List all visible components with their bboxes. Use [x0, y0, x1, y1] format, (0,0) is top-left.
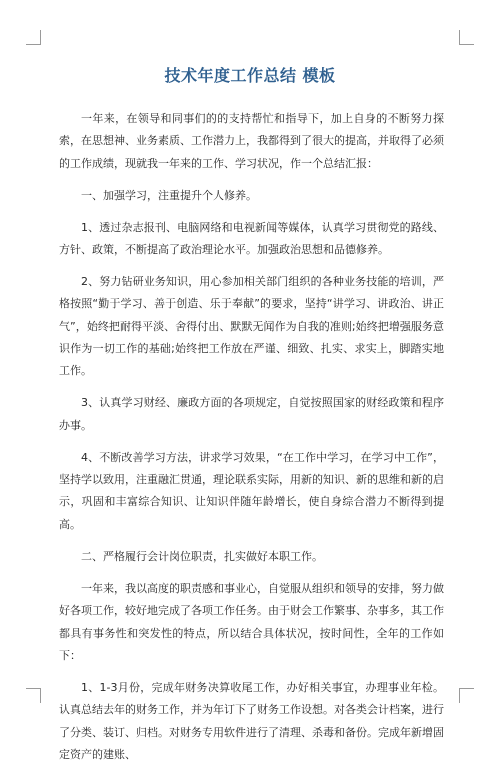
crop-mark-top-left [26, 30, 41, 45]
crop-mark-bottom-left [26, 688, 41, 703]
crop-mark-bottom-right [459, 688, 474, 703]
document-title: 技术年度工作总结 模板 [164, 66, 336, 85]
paragraph-1-3: 3、认真学习财经、廉政方面的各项规定，自觉按照国家的财经政策和程序办事。 [59, 396, 444, 432]
paragraph-1-1: 1、透过杂志报刊、电脑网络和电视新闻等媒体，认真学习贯彻党的路线、方针、政策，不断提高了政治理论水平。加强政治思想和品德修养。 [59, 220, 444, 257]
document-body [59, 108, 444, 776]
section-heading-2: 二、严格履行会计岗位职责，扎实做好本职工作。 [81, 549, 323, 563]
section-heading-1: 一、加强学习，注重提升个人修养。 [81, 188, 257, 202]
paragraph-intro: 一年来，在领导和同事们的的支持帮忙和指导下，加上自身的不断努力探索，在思想神、业务素质、工作潜力上，我都得到了很大的提高，并取得了必须的工作成绩，现就我一年来的工作、学习状况，作一个总结汇报： [59, 112, 444, 170]
paragraph-2-1: 1、1-3月份，完成年财务决算收尾工作，办好相关事宜，办理事业年检。认真总结去年的财务工作，并为年订下了财务工作设想。对各类会计档案，进行了分类、装订、归档。对财务专用软件进行了清理、杀毒和备份。完成年新增固定资产的建账、 [59, 680, 444, 761]
paragraph-2-intro: 一年来，我以高度的职责感和事业心，自觉服从组织和领导的安排，努力做好各项工作，较好地完成了各项工作任务。由于财会工作繁事、杂事多，其工作都具有事务性和突发性的特点，所以结合具体状况，按时间性，全年的工作如下： [59, 581, 444, 662]
paragraph-1-2: 2、努力钻研业务知识，用心参加相关部门组织的各种业务技能的培训，严格按照“勤于学习、善于创造、乐于奉献”的要求，坚持“讲学习、讲政治、讲正气”，始终把耐得平淡、舍得付出、默默无闻作为自我的准则;始终把增强服务意识作为一切工作的基础;始终把工作放在严谨、细致、扎实、求实上，脚踏实地工作。 [59, 275, 444, 378]
crop-mark-top-right [459, 30, 474, 45]
paragraph-1-4: 4、不断改善学习方法，讲求学习效果，“在工作中学习，在学习中工作”，坚持学以致用，注重融汇贯通，理论联系实际，用新的知识、新的思维和新的启示，巩固和丰富综合知识、让知识伴随年龄增长，使自身综合潜力不断得到提高。 [59, 450, 444, 531]
